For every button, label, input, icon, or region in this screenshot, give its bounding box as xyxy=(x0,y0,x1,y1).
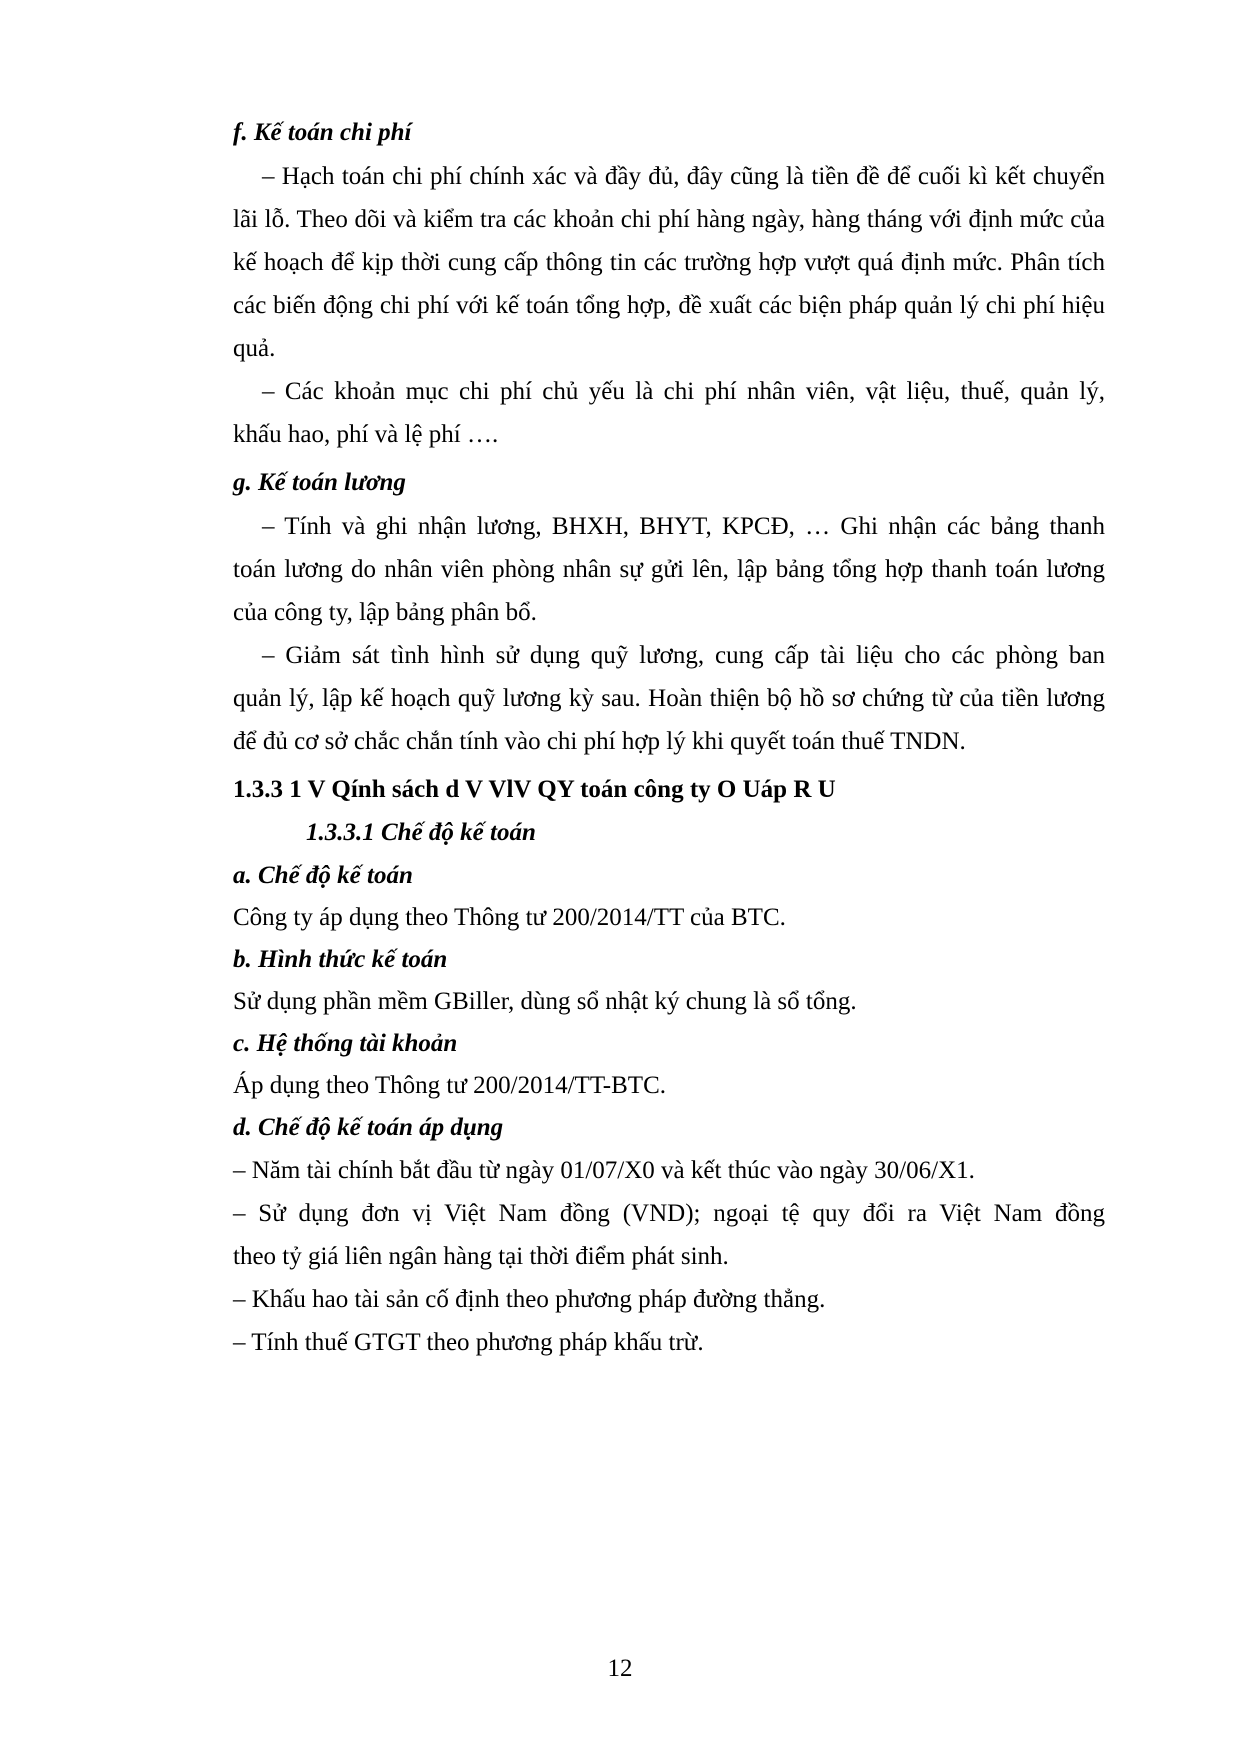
paragraph-a: Công ty áp dụng theo Thông tư 200/2014/TT của BTC. xyxy=(233,904,786,931)
heading-d: d. Chế độ kế toán áp dụng xyxy=(233,1114,504,1141)
paragraph-line: lãi lỗ. Theo dõi và kiểm tra các khoản chi phí hàng ngày, hàng tháng với định mức của xyxy=(233,206,1105,233)
paragraph-line: để đủ cơ sở chắc chắn tính vào chi phí hợp lý khi quyết toán thuế TNDN. xyxy=(233,728,966,755)
list-item: – Khấu hao tài sản cố định theo phương pháp đường thẳng. xyxy=(233,1286,826,1313)
heading-a: a. Chế độ kế toán xyxy=(233,862,413,889)
heading-1-3-3-1: 1.3.3.1 Chế độ kế toán xyxy=(306,819,536,846)
heading-1-3-3: 1.3.3 1 V Qính sách d V VlV QY toán công ty O Uáp R U xyxy=(233,776,836,803)
paragraph-line: của công ty, lập bảng phân bổ. xyxy=(233,599,537,626)
paragraph-line: – Tính và ghi nhận lương, BHXH, BHYT, KPCĐ, … Ghi nhận các bảng thanh xyxy=(262,513,1105,540)
paragraph-c: Áp dụng theo Thông tư 200/2014/TT-BTC. xyxy=(233,1072,666,1099)
page-number: 12 xyxy=(607,1655,633,1682)
paragraph-b: Sử dụng phần mềm GBiller, dùng sổ nhật ký chung là sổ tổng. xyxy=(233,988,857,1015)
paragraph-line: quả. xyxy=(233,335,276,362)
paragraph-line: toán lương do nhân viên phòng nhân sự gửi lên, lập bảng tổng hợp thanh toán lương xyxy=(233,556,1105,583)
list-item: – Năm tài chính bắt đầu từ ngày 01/07/X0 và kết thúc vào ngày 30/06/X1. xyxy=(233,1157,975,1184)
list-item-continuation: theo tỷ giá liên ngân hàng tại thời điểm phát sinh. xyxy=(233,1243,729,1270)
list-item: – Sử dụng đơn vị Việt Nam đồng (VND); ngoại tệ quy đổi ra Việt Nam đồng xyxy=(233,1200,1105,1227)
paragraph-line: khấu hao, phí và lệ phí …. xyxy=(233,421,499,448)
paragraph-line: – Các khoản mục chi phí chủ yếu là chi phí nhân viên, vật liệu, thuế, quản lý, xyxy=(262,378,1105,405)
heading-b: b. Hình thức kế toán xyxy=(233,946,448,973)
paragraph-line: – Giảm sát tình hình sử dụng quỹ lương, cung cấp tài liệu cho các phòng ban xyxy=(262,642,1105,669)
list-item: – Tính thuế GTGT theo phương pháp khấu trừ. xyxy=(233,1329,704,1356)
paragraph-line: – Hạch toán chi phí chính xác và đầy đủ, đây cũng là tiền đề để cuối kì kết chuyển xyxy=(262,163,1105,190)
heading-c: c. Hệ thống tài khoản xyxy=(233,1030,458,1057)
paragraph-line: quản lý, lập kế hoạch quỹ lương kỳ sau. Hoàn thiện bộ hồ sơ chứng từ của tiền lương xyxy=(233,685,1105,712)
paragraph-line: kế hoạch để kịp thời cung cấp thông tin các trường hợp vượt quá định mức. Phân tích xyxy=(233,249,1105,276)
heading-f: f. Kế toán chi phí xyxy=(233,119,412,146)
paragraph-line: các biến động chi phí với kế toán tổng hợp, đề xuất các biện pháp quản lý chi phí hiệu xyxy=(233,292,1105,319)
heading-g: g. Kế toán lương xyxy=(233,469,406,496)
